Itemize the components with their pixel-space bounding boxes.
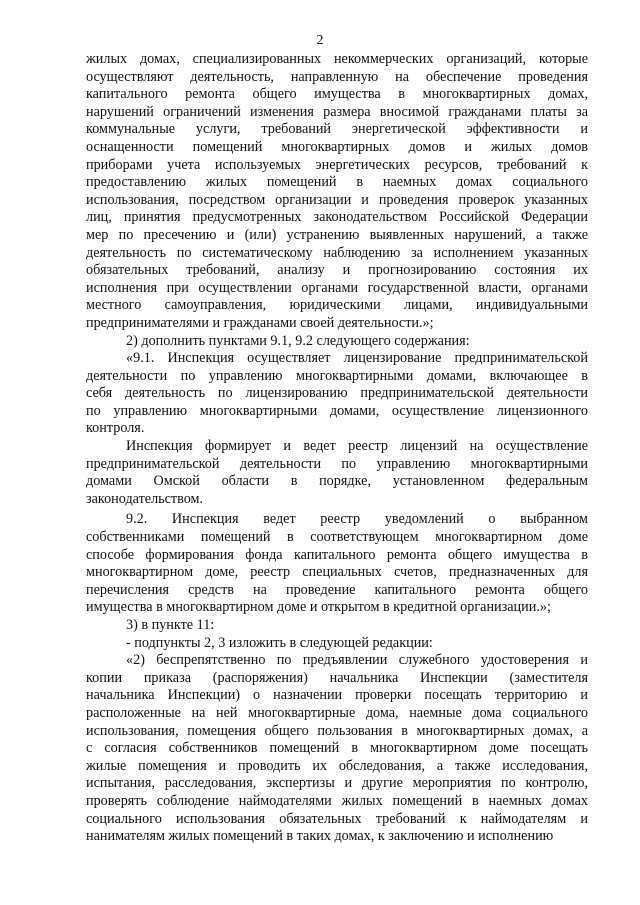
paragraph <box>86 438 588 508</box>
text-line: предпринимателями и гражданами своей деятельности.»; <box>86 314 434 331</box>
text-line: «9.1. Инспекция осуществляет лицензирование предпринимательской <box>126 350 588 367</box>
text-line: капитального ремонта общего имущества в многоквартирных домах, <box>86 86 588 103</box>
text-line: «2) беспрепятственно по предъявлении служебного удостоверения и <box>126 652 588 669</box>
text-line: нанимателям жилых помещений в таких домах, к заключению и исполнению <box>86 828 554 845</box>
text-line: начальника Инспекции) о назначении проверки посещать территорию и <box>86 687 588 704</box>
text-line: многоквартирном доме, реестр специальных счетов, предназначенных для <box>86 564 588 581</box>
text-line: исполнения при осуществлении органами государственной власти, органами <box>86 279 588 296</box>
text-line: копии приказа (распоряжения) начальника Инспекции (заместителя <box>86 669 588 686</box>
text-line: Инспекция формирует и ведет реестр лицензий на осуществление <box>126 438 588 455</box>
document-body <box>86 51 588 846</box>
text-line: 2) дополнить пунктами 9.1, 9.2 следующего содержания: <box>126 332 470 349</box>
paragraph <box>86 635 588 653</box>
paragraph <box>86 617 588 635</box>
text-line: социального использования обязательных требований к наймодателям и <box>86 810 588 827</box>
page-number: 2 <box>316 33 324 48</box>
text-line: нарушений ограничений изменения размера вносимой гражданами платы за <box>86 103 588 120</box>
text-line: коммунальные услуги, требований энергетической эффективности и <box>86 121 588 138</box>
text-line: деятельность по систематическому наблюдению за исполнением указанных <box>86 244 588 261</box>
text-line: использования, посредством организации и проведения проверок указанных <box>86 191 588 208</box>
text-line: себя деятельность по лицензированию предпринимательской деятельности <box>86 385 588 402</box>
text-line: оснащенности помещений многоквартирных домов и жилых домов <box>86 138 588 155</box>
text-line: собственниками помещений в соответствующем многоквартирном доме <box>86 529 588 546</box>
text-line: законодательством. <box>86 490 204 507</box>
text-line: использования, помещения общего пользования в многоквартирных домах, а <box>86 722 588 739</box>
text-line: по управлению многоквартирными домами, осуществление лицензионного <box>86 402 588 419</box>
text-line: местного самоуправления, юридическими лицами, индивидуальными <box>86 297 588 314</box>
paragraph <box>86 511 588 617</box>
text-line: расположенные на ней многоквартирные дома, наемные дома социального <box>86 704 588 721</box>
text-line: обязательных требований, анализу и прогнозированию состояния их <box>86 262 588 279</box>
text-line: приборами учета используемых энергетических ресурсов, требований к <box>86 156 588 173</box>
text-line: 3) в пункте 11: <box>126 617 215 633</box>
text-line: перечисления средств на проведение капитального ремонта общего <box>86 581 588 598</box>
text-line: мер по пресечению и (или) устранению выявленных нарушений, а также <box>86 226 588 243</box>
text-line: жилые помещения и проводить их обследования, а также исследования, <box>86 757 588 774</box>
text-line: деятельности по управлению многоквартирными домами, включающее в <box>86 367 588 384</box>
text-line: проверять соблюдение наймодателями жилых помещений в наемных домах <box>86 792 588 809</box>
text-line: контроля. <box>86 420 145 437</box>
paragraph <box>86 652 588 846</box>
text-line: 9.2. Инспекция ведет реестр уведомлений о выбранном <box>126 511 588 528</box>
text-line: способе формирования фонда капитального ремонта общего имущества в <box>86 546 588 563</box>
text-line: имущества в многоквартирном доме и открытом в кредитной организации.»; <box>86 599 551 616</box>
text-line: жилых домах, специализированных некоммерческих организаций, которые <box>86 51 588 67</box>
text-line: домами Омской области в порядке, установленном федеральным <box>86 473 588 490</box>
text-line: с согласия собственников помещений в многоквартирном доме посещать <box>86 740 588 757</box>
text-line: предоставлению жилых помещений в наемных домах социального <box>86 174 588 191</box>
paragraph <box>86 333 588 351</box>
paragraph <box>86 350 588 438</box>
text-line: испытания, расследования, экспертизы и другие мероприятия по контролю, <box>86 775 588 792</box>
text-line: - подпункты 2, 3 изложить в следующей редакции: <box>126 634 433 651</box>
text-line: предпринимательской деятельности по управлению многоквартирными <box>86 455 588 472</box>
text-line: лиц, принятия предусмотренных законодательством Российской Федерации <box>86 209 588 226</box>
text-line: осуществляют деятельность, направленную на обеспечение проведения <box>86 68 588 85</box>
paragraph <box>86 51 588 333</box>
